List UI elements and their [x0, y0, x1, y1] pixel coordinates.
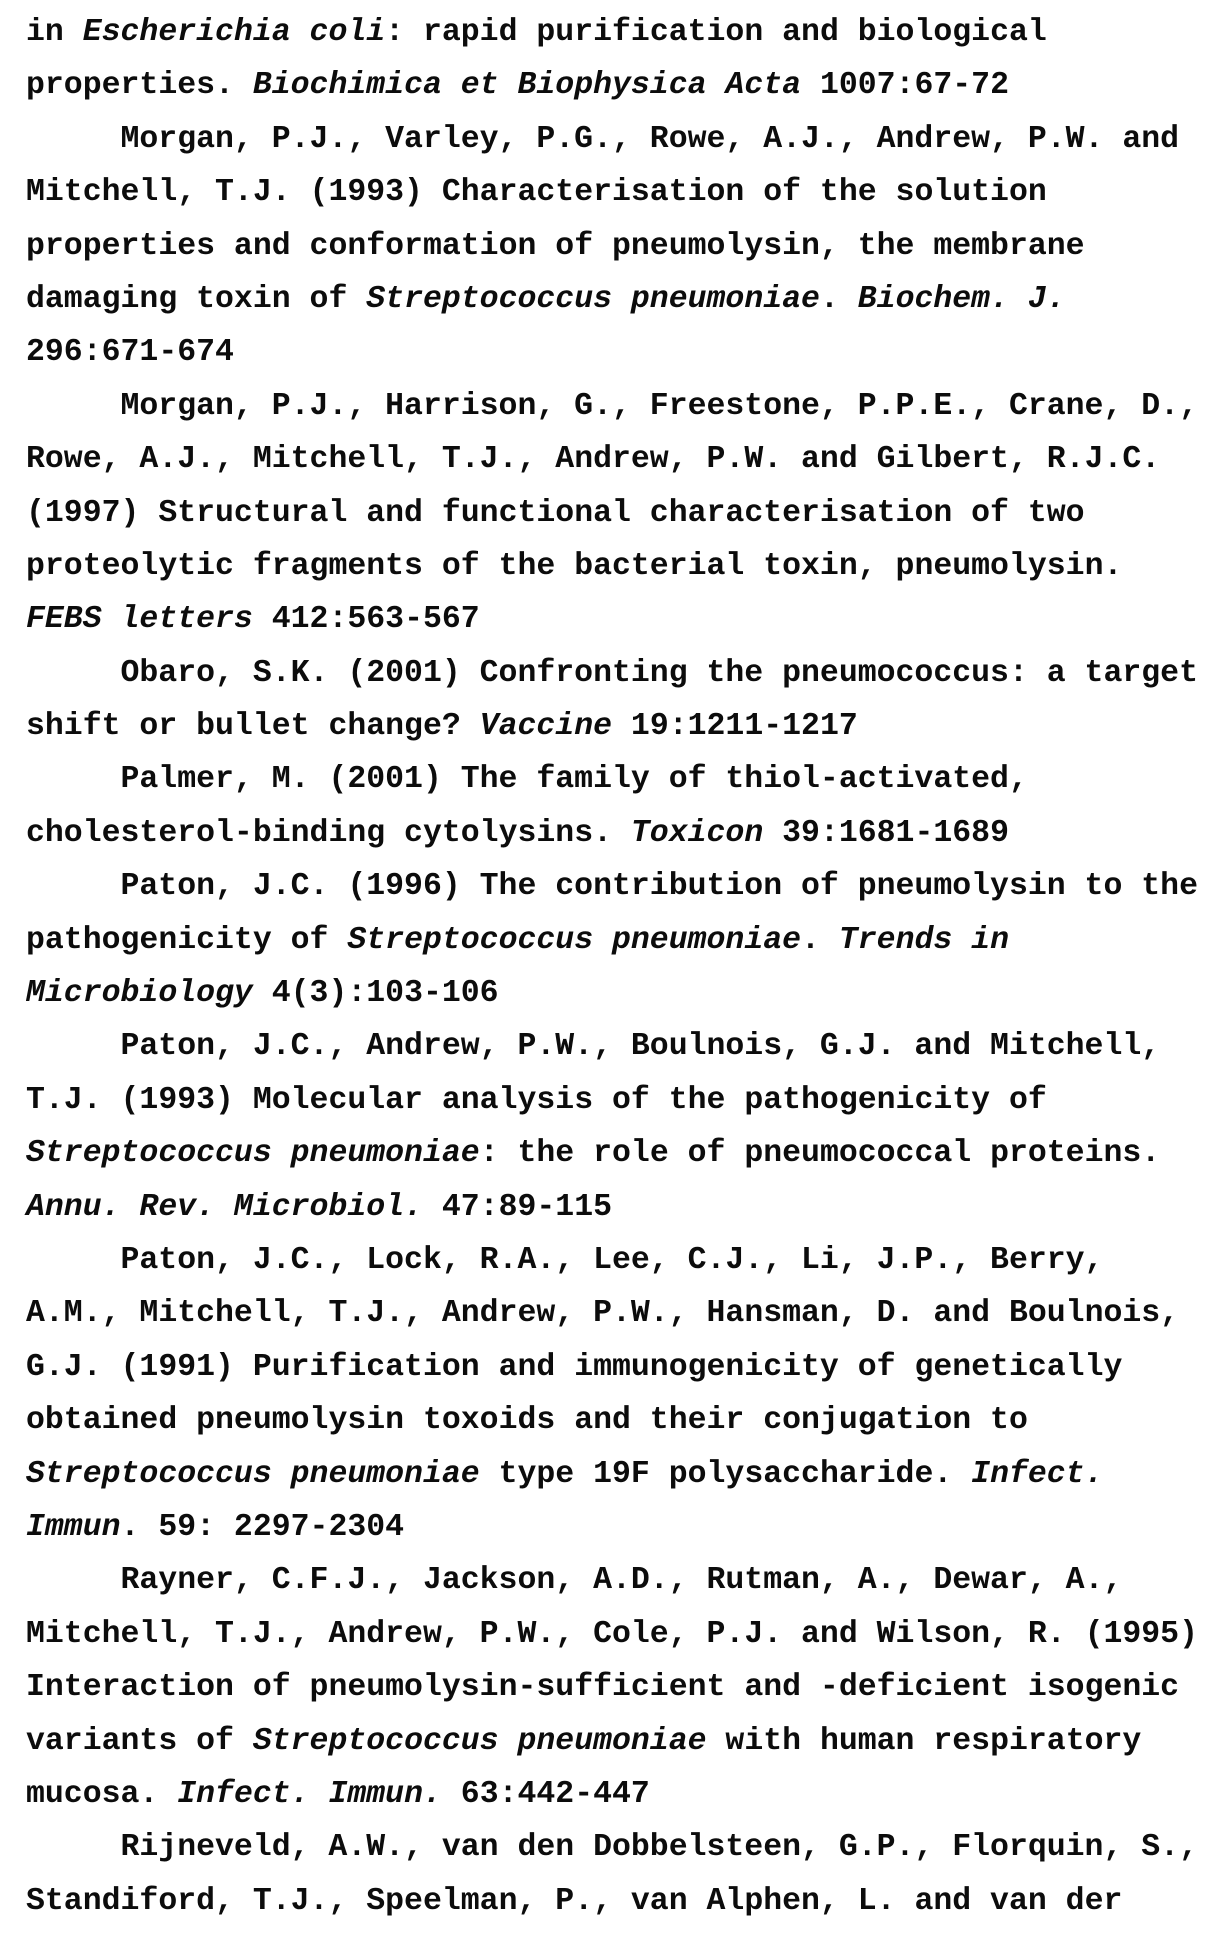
reference-line — [26, 1875, 1223, 1928]
reference-line — [26, 914, 1223, 967]
italic-text-segment: Biochem. J. — [857, 281, 1066, 317]
italic-text-segment: Streptococcus pneumoniae — [347, 922, 802, 958]
reference-line — [26, 1234, 1223, 1287]
reference-line — [26, 700, 1223, 753]
text-segment: variants of — [26, 1723, 253, 1759]
text-segment: . — [819, 281, 858, 317]
italic-text-segment: Escherichia coli — [82, 15, 386, 50]
italic-text-segment: Vaccine — [479, 709, 613, 745]
text-segment: 412:563-567 — [252, 602, 480, 638]
text-segment: obtained pneumolysin toxoids and their conjugation to — [26, 1403, 1028, 1439]
italic-text-segment: Streptococcus pneumoniae — [366, 281, 820, 317]
text-segment: Paton, J.C. (1996) The contribution of pneumolysin to the — [120, 869, 1198, 905]
text-segment: mucosa. — [26, 1776, 178, 1812]
italic-text-segment: Infect. — [971, 1456, 1104, 1492]
text-segment: A.M., Mitchell, T.J., Andrew, P.W., Hansman, D. and Boulnois, — [26, 1296, 1180, 1332]
italic-text-segment: Toxicon — [630, 815, 764, 851]
reference-line — [26, 1448, 1223, 1501]
text-segment: (1997) Structural and functional characterisation of two — [26, 495, 1085, 531]
reference-line — [26, 326, 1223, 379]
text-segment: proteolytic fragments of the bacterial toxin, pneumolysin. — [26, 548, 1123, 584]
italic-text-segment: Streptococcus pneumoniae — [26, 1456, 480, 1492]
text-segment: Paton, J.C., Andrew, P.W., Boulnois, G.J. and Mitchell, — [120, 1029, 1161, 1065]
italic-text-segment: Trends in — [838, 922, 1009, 958]
text-segment: shift or bullet change? — [26, 709, 480, 745]
italic-text-segment: Streptococcus pneumoniae — [26, 1136, 480, 1172]
reference-line — [26, 59, 1223, 112]
text-segment: : rapid purification and biological — [385, 15, 1047, 50]
reference-line — [26, 1394, 1223, 1447]
reference-line — [26, 1554, 1223, 1607]
reference-line — [26, 1020, 1223, 1073]
text-segment: 63:442-447 — [441, 1776, 650, 1812]
reference-line — [26, 753, 1223, 806]
reference-line — [26, 593, 1223, 646]
reference-line — [26, 1127, 1223, 1180]
text-segment: in — [26, 15, 83, 50]
italic-text-segment: Immun — [26, 1509, 121, 1545]
italic-text-segment: Annu. Rev. Microbiol. — [26, 1189, 423, 1225]
reference-line — [26, 166, 1223, 219]
text-segment: 4(3):103-106 — [252, 976, 499, 1012]
text-segment: Morgan, P.J., Harrison, G., Freestone, P.P.E., Crane, D., — [120, 388, 1198, 424]
text-segment: Obaro, S.K. (2001) Confronting the pneumococcus: a target — [120, 655, 1198, 691]
reference-line — [26, 540, 1223, 593]
text-segment: pathogenicity of — [26, 922, 348, 958]
text-segment: properties. — [26, 68, 253, 104]
text-segment: cholesterol-binding cytolysins. — [26, 815, 631, 851]
text-segment: Palmer, M. (2001) The family of thiol-activated, — [120, 762, 1028, 798]
text-segment: Interaction of pneumolysin-sufficient and -deficient isogenic — [26, 1670, 1180, 1706]
reference-line — [26, 1501, 1223, 1554]
reference-line — [26, 220, 1223, 273]
reference-line — [26, 1821, 1223, 1874]
text-segment: : the role of pneumococcal proteins. — [479, 1136, 1161, 1172]
reference-line — [26, 380, 1223, 433]
italic-text-segment: Biochimica et Biophysica Acta — [252, 68, 802, 104]
reference-line — [26, 487, 1223, 540]
text-segment: 39:1681-1689 — [763, 815, 1009, 851]
text-segment: 1007:67-72 — [801, 68, 1009, 104]
text-segment: type 19F polysaccharide. — [479, 1456, 972, 1492]
reference-line — [26, 1715, 1223, 1768]
text-segment: Rowe, A.J., Mitchell, T.J., Andrew, P.W. and Gilbert, R.J.C. — [26, 442, 1161, 478]
reference-line — [26, 6, 1223, 59]
reference-line — [26, 1608, 1223, 1661]
text-segment: 47:89-115 — [422, 1189, 612, 1225]
text-segment: Paton, J.C., Lock, R.A., Lee, C.J., Li, J.P., Berry, — [120, 1242, 1104, 1278]
text-segment: properties and conformation of pneumolysin, the membrane — [26, 228, 1085, 264]
text-segment: Standiford, T.J., Speelman, P., van Alphen, L. and van der — [26, 1883, 1123, 1919]
reference-line — [26, 860, 1223, 913]
italic-text-segment: FEBS letters — [26, 602, 253, 638]
reference-line — [26, 1181, 1223, 1234]
text-segment: G.J. (1991) Purification and immunogenicity of genetically — [26, 1349, 1123, 1385]
reference-line — [26, 113, 1223, 166]
italic-text-segment: Streptococcus pneumoniae — [252, 1723, 707, 1759]
reference-line — [26, 1768, 1223, 1821]
text-segment: damaging toxin of — [26, 281, 367, 317]
text-segment: Mitchell, T.J. (1993) Characterisation of the solution — [26, 175, 1047, 211]
text-segment: T.J. (1993) Molecular analysis of the pathogenicity of — [26, 1082, 1047, 1118]
reference-line — [26, 967, 1223, 1020]
italic-text-segment: Infect. Immun. — [177, 1776, 442, 1812]
reference-line — [26, 807, 1223, 860]
text-segment: with human respiratory — [706, 1723, 1142, 1759]
text-segment: Morgan, P.J., Varley, P.G., Rowe, A.J., Andrew, P.W. and — [120, 121, 1180, 157]
text-segment: 19:1211-1217 — [612, 709, 858, 745]
reference-line — [26, 1341, 1223, 1394]
bibliography — [26, 6, 1223, 1928]
text-segment: Rayner, C.F.J., Jackson, A.D., Rutman, A., Dewar, A., — [120, 1563, 1123, 1599]
text-segment: 296:671-674 — [26, 335, 234, 371]
text-segment: Rijneveld, A.W., van den Dobbelsteen, G.P., Florquin, S., — [120, 1830, 1198, 1866]
reference-line — [26, 1287, 1223, 1340]
reference-line — [26, 433, 1223, 486]
text-segment: . — [801, 922, 839, 958]
reference-line — [26, 1074, 1223, 1127]
text-segment: Mitchell, T.J., Andrew, P.W., Cole, P.J. and Wilson, R. (1995) — [26, 1616, 1198, 1652]
italic-text-segment: Microbiology — [26, 976, 253, 1012]
reference-line — [26, 1661, 1223, 1714]
text-segment: . 59: 2297-2304 — [120, 1509, 405, 1545]
reference-line — [26, 273, 1223, 326]
reference-line — [26, 647, 1223, 700]
